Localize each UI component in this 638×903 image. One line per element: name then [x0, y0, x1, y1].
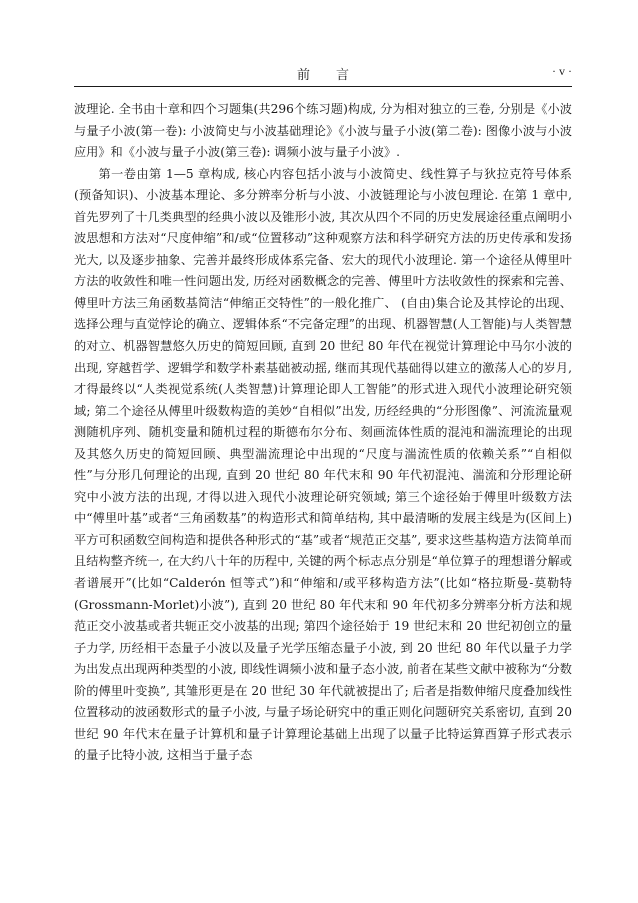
header-rule	[74, 86, 572, 87]
paragraph-1: 波理论. 全书由十章和四个习题集(共296个练习题)构成, 分为相对独立的三卷, 分别是《小波与量子小波(第一卷): 小波简史与小波基础理论》《小波与量子小波(第二卷): 图像小波与小波应用》和《小波与量子小波(第三卷): 调频小波与量子小波》.	[74, 102, 572, 160]
body-text	[74, 99, 572, 767]
paragraph-2: 第一卷由第 1—5 章构成, 核心内容包括小波与小波简史、线性算子与狄拉克符号体系(预备知识)、小波基本理论、多分辨率分析与小波、小波链理论与小波包理论. 在第 1 章中, 首先罗列了十几类典型的经典小波以及锥形小波, 其次从四个不同的历史发展途径重点阐明小波思想和方法对“尺度伸缩”和/或“位置移动”这种观察方法和科学研究方法的历史传承和发扬光大, 以及逐步抽象、完善并最终形成体系完备、宏大的现代小波理论. 第一个途径从傅里叶方法的收敛性和唯一性问题出发, 历经对函数概念的完善、傅里叶方法收敛性的探索和完善、傅里叶方法三角函数基简洁“伸缩正交特性”的一般化推广、 (自由)集合论及其悖论的出现、选择公理与直觉悖论的确立、逻辑体系“不完备定理”的出现、机器智慧(人工智能)与人类智慧的对立、机器智慧悠久历史的简短回顾, 直到 20 世纪 80 年代在视觉计算理论中马尔小波的出现, 穿越哲学、逻辑学和数学朴素基础被动摇, 继而其现代基础得以建立的激荡人心的岁月, 才得最终以“人类视觉系统(人类智慧)计算理论即人工智能”的形式进入现代小波理论研究领域; 第二个途径从傅里叶级数构造的美妙“自相似”出发, 历经经典的“分形图像”、河流流量观测随机序列、随机变量和随机过程的斯德布尔分布、刻画流体性质的混沌和湍流理论的出现及其悠久历史的简短回顾、典型湍流理论中出现的“尺度与湍流性质的依赖关系”“自相似性”与分形几何理论的出现, 直到 20 世纪 80 年代末和 90 年代初混沌、湍流和分形理论研究中小波方法的出现, 才得以进入现代小波理论研究领域; 第三个途径始于傅里叶级数方法中“傅里叶基”或者“三角函数基”的构造形式和简单结构, 其中最清晰的发展主线是为(区间上)平方可积函数空间构造和提供各种形式的“基”或者“规范正交基”, 要求这些基构造方法简单而且结构整齐统一, 在大约八十年的历程中, 关键的两个标志点分别是“单位算子的理想谱分解或者谱展开”(比如“Calderón 恒等式”)和“伸缩和/或平移构造方法”(比如“格拉斯曼-莫勒特(Grossmann-Morlet)小波”), 直到 20 世纪 80 年代末和 90 年代初多分辨率分析方法和规范正交小波基或者共轭正交小波基的出现; 第四个途径始于 19 世纪末和 20 世纪初创立的量子力学, 历经相干态量子小波以及量子光学压缩态量子小波, 到 20 世纪 80 年代以量子力学为出发点出现两种类型的小波, 即线性调频小波和量子态小波, 前者在某些文献中被称为“分数阶的傅里叶变换”, 其雏形更是在 20 世纪 30 年代就被提出了; 后者是指数伸缩尺度叠加线性位置移动的波函数形式的量子小波, 与量子场论研究中的重正则化问题研究关系密切, 直到 20 世纪 90 年代末在量子计算机和量子计算理论基础上出现了以量子比特运算酉算子形式表示的量子比特小波, 这相当于量子态	[74, 166, 573, 763]
header-title: 前言	[296, 68, 375, 83]
running-header	[74, 64, 572, 84]
page-number: · v ·	[552, 64, 572, 78]
document-page	[74, 0, 572, 903]
